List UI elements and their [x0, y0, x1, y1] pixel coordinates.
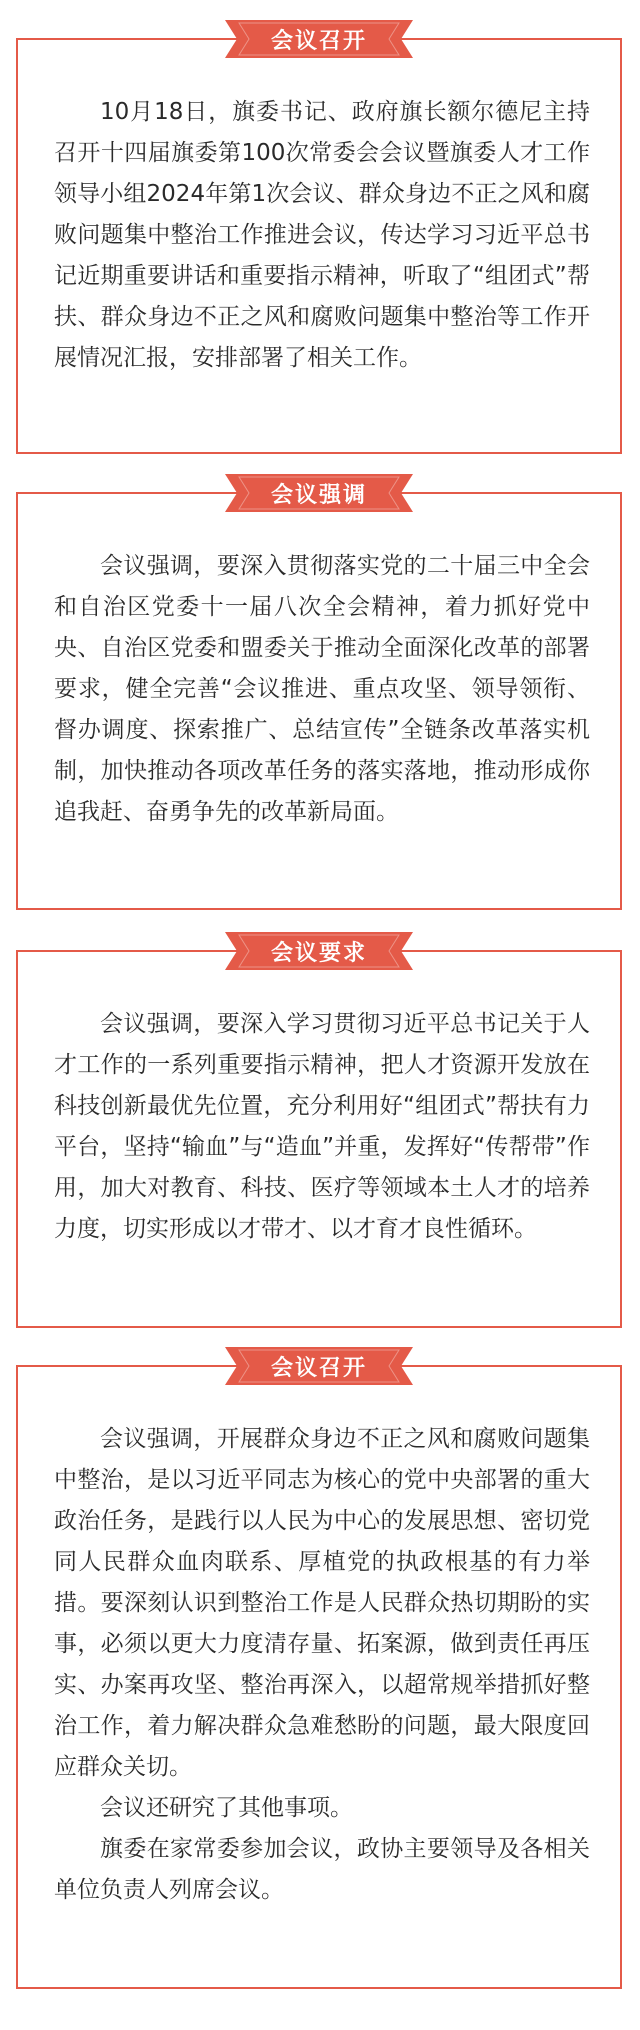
section-body [54, 1004, 590, 1250]
section-body [54, 546, 590, 833]
section-title: 会议召开 [270, 28, 367, 54]
section-meeting-emphasis [16, 482, 622, 910]
section-title: 会议强调 [270, 482, 367, 508]
section-body [54, 92, 590, 379]
section-title: 会议召开 [270, 1355, 367, 1381]
section-title-badge [225, 932, 413, 970]
section-meeting-requirements [16, 940, 622, 1328]
paragraph: 会议还研究了其他事项。 [100, 1795, 353, 1821]
paragraph: 旗委在家常委参加会议，政协主要领导及各相关单位负责人列席会议。 [54, 1836, 590, 1903]
section-meeting-held-2 [16, 1355, 622, 1989]
section-meeting-held [16, 28, 622, 454]
section-title: 会议要求 [270, 940, 367, 966]
paragraph: 会议强调，要深入贯彻落实党的二十届三中全会和自治区党委十一届八次全会精神，着力抓好党中央、自治区党委和盟委关于推动全面深化改革的部署要求，健全完善“会议推进、重点攻坚、领导领衔、督办调度、探索推广、总结宣传”全链条改革落实机制，加快推动各项改革任务的落实落地，推动形成你追我赶、奋勇争先的改革新局面。 [54, 553, 590, 825]
section-title-badge [225, 474, 413, 512]
paragraph: 会议强调，开展群众身边不正之风和腐败问题集中整治，是以习近平同志为核心的党中央部署的重大政治任务，是践行以人民为中心的发展思想、密切党同人民群众血肉联系、厚植党的执政根基的有力举措。要深刻认识到整治工作是人民群众热切期盼的实事，必须以更大力度清存量、拓案源，做到责任再压实、办案再攻坚、整治再深入，以超常规举措抓好整治工作，着力解决群众急难愁盼的问题，最大限度回应群众关切。 [54, 1426, 590, 1780]
section-title-badge [225, 20, 413, 58]
section-body [54, 1419, 590, 1911]
paragraph: 10月18日，旗委书记、政府旗长额尔德尼主持召开十四届旗委第100次常委会会议暨旗委人才工作领导小组2024年第1次会议、群众身边不正之风和腐败问题集中整治工作推进会议，传达学习习近平总书记近期重要讲话和重要指示精神，听取了“组团式”帮扶、群众身边不正之风和腐败问题集中整治等工作开展情况汇报，安排部署了相关工作。 [54, 99, 590, 371]
section-title-badge [225, 1347, 413, 1385]
paragraph: 会议强调，要深入学习贯彻习近平总书记关于人才工作的一系列重要指示精神，把人才资源开发放在科技创新最优先位置，充分利用好“组团式”帮扶有力平台，坚持“输血”与“造血”并重，发挥好“传帮带”作用，加大对教育、科技、医疗等领域本土人才的培养力度，切实形成以才带才、以才育才良性循环。 [54, 1011, 590, 1242]
